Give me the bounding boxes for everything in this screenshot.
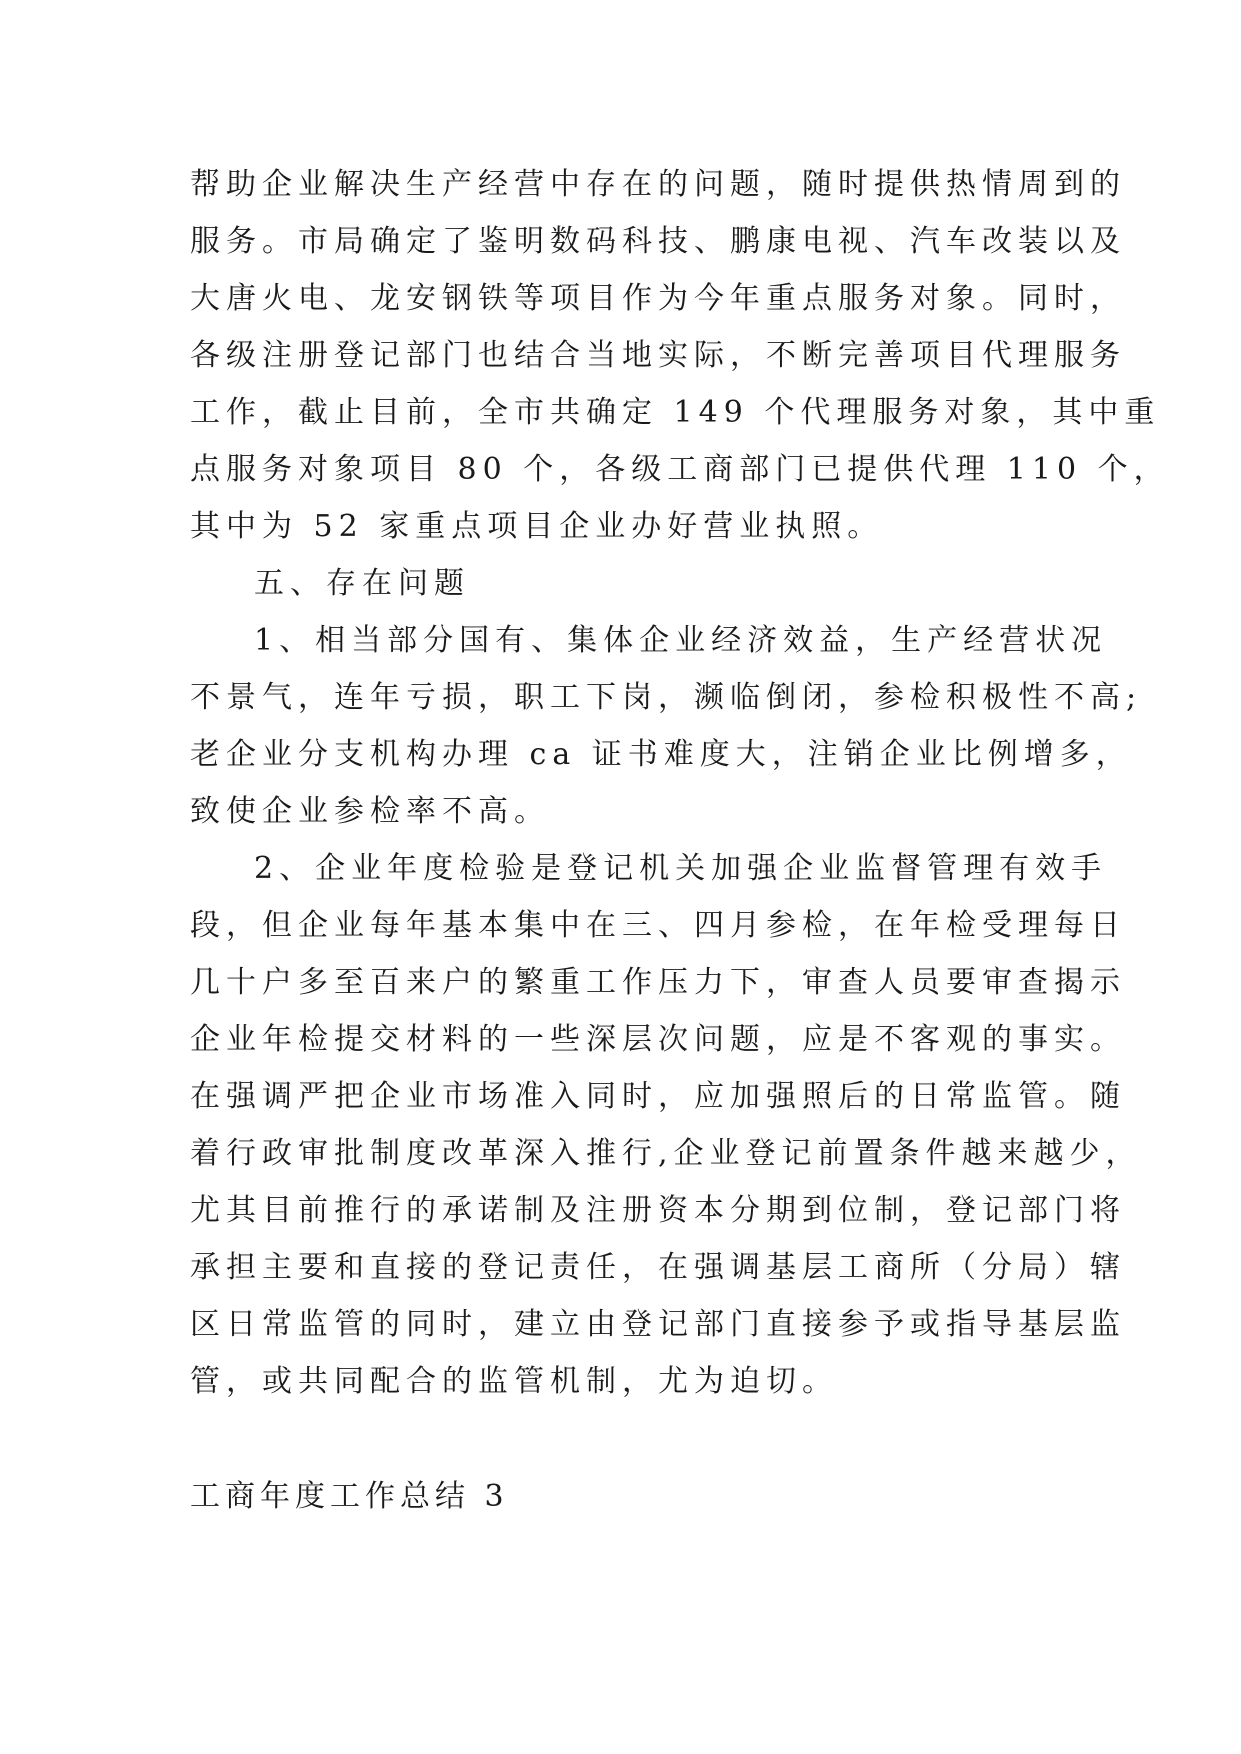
text-line: 其中为 52 家重点项目企业办好营业执照。 (190, 509, 884, 544)
text-line: 段，但企业每年基本集中在三、四月参检，在年检受理每日 (190, 908, 1126, 943)
text-line: 点服务对象项目 80 个，各级工商部门已提供代理 110 个， (190, 452, 1170, 487)
text-line: 尤其目前推行的承诺制及注册资本分期到位制，登记部门将 (190, 1193, 1126, 1228)
text-line: 在强调严把企业市场准入同时，应加强照后的日常监管。随 (190, 1079, 1126, 1114)
text-line: 1、相当部分国有、集体企业经济效益，生产经营状况 (254, 623, 1108, 658)
text-line: 承担主要和直接的登记责任，在强调基层工商所（分局）辖 (190, 1250, 1126, 1285)
next-section-title: 工商年度工作总结 3 (190, 1479, 509, 1514)
section-heading: 五、存在问题 (254, 566, 470, 601)
text-line: 企业年检提交材料的一些深层次问题，应是不客观的事实。 (190, 1022, 1126, 1057)
text-line: 区日常监管的同时，建立由登记部门直接参予或指导基层监 (190, 1307, 1126, 1342)
text-line: 致使企业参检率不高。 (190, 794, 550, 829)
text-line: 帮助企业解决生产经营中存在的问题，随时提供热情周到的 (190, 167, 1126, 202)
text-line: 管，或共同配合的监管机制，尤为迫切。 (190, 1364, 838, 1399)
text-line: 各级注册登记部门也结合当地实际，不断完善项目代理服务 (190, 338, 1126, 373)
text-line: 2、企业年度检验是登记机关加强企业监督管理有效手 (254, 851, 1108, 886)
text-line: 老企业分支机构办理 ca 证书难度大，注销企业比例增多， (190, 737, 1132, 772)
text-line: 服务。市局确定了鉴明数码科技、鹏康电视、汽车改装以及 (190, 224, 1126, 259)
text-line: 工作，截止目前，全市共确定 149 个代理服务对象，其中重 (190, 395, 1161, 430)
text-line: 着行政审批制度改革深入推行,企业登记前置条件越来越少， (190, 1136, 1142, 1171)
text-line: 不景气，连年亏损，职工下岗，濒临倒闭，参检积极性不高; (190, 680, 1143, 715)
text-line: 几十户多至百来户的繁重工作压力下，审查人员要审查揭示 (190, 965, 1126, 1000)
text-line: 大唐火电、龙安钢铁等项目作为今年重点服务对象。同时， (190, 281, 1126, 316)
